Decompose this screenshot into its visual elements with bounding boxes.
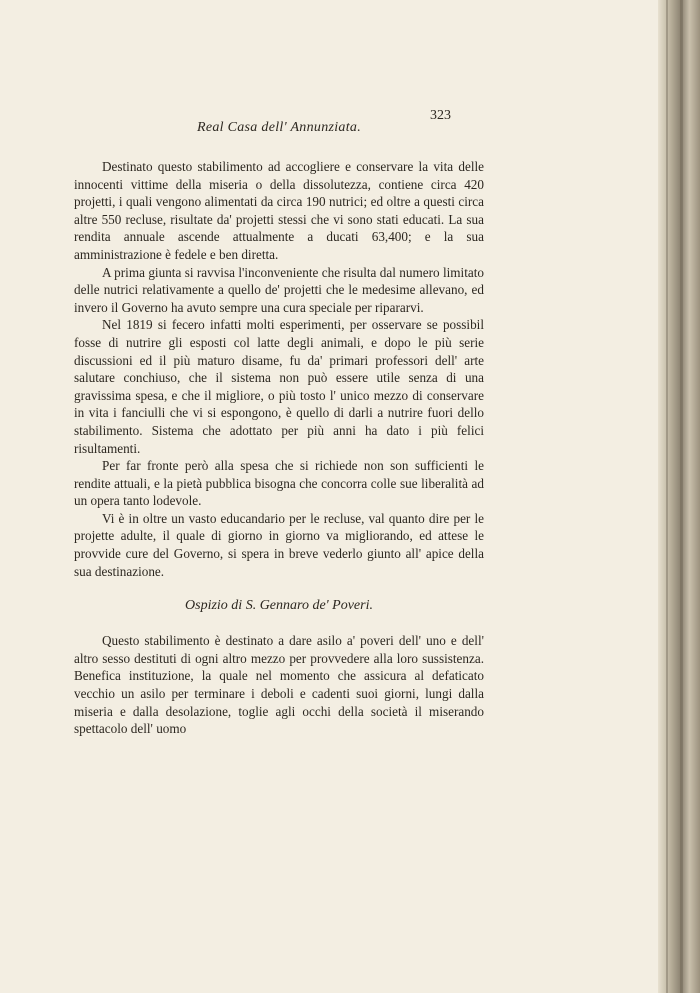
- section-title: Ospizio di S. Gennaro de' Poveri.: [185, 598, 373, 614]
- paragraph: Nel 1819 si fecero infatti molti esperimenti, per osservare se possibil fosse di nutrire gli esposti col latte degli animali, e dopo le più serie discussioni ed il più maturo disame, fu da' primari professori dell' arte salutare conchiuso, che il sistema non può essere utile senza di una gravissima spesa, e che il migliore, o più tosto l' unico mezzo di conservare in vita i fanciulli che vi si espongono, è quello di darli a nutrire fuori dello stabilimento. Sistema che adottato per più anni ha dato i più felici risultamenti.: [74, 317, 484, 456]
- running-head: Real Casa dell' Annunziata.: [196, 120, 362, 135]
- page-number: 323: [430, 108, 451, 123]
- paragraph: Destinato questo stabilimento ad accogliere e conservare la vita delle innocenti vittime della miseria o della dissolutezza, contiene circa 420 projetti, i quali vengono alimentati da circa 190 nutrici; ed oltre a questi circa altre 550 recluse, risultate da' projetti stessi che vi sono stati educati. La sua rendita annuale ascende attualmente a ducati 63,400; e la sua amministrazione è fedele e ben diretta.: [74, 159, 484, 262]
- paragraph: Per far fronte però alla spesa che si richiede non son sufficienti le rendite attuali, e la pietà pubblica bisogna che concorra colle sue liberalità ad un opera tanto lodevole.: [74, 458, 484, 509]
- book-binding-edge: [658, 0, 700, 993]
- page-content: [74, 100, 484, 738]
- paragraph: A prima giunta si ravvisa l'inconveniente che risulta dal numero limitato delle nutrici relativamente a quello de' projetti che le medesime allevano, ed invero il Governo ha avuto sempre una cura speciale per ripararvi.: [74, 264, 484, 315]
- paragraph: Questo stabilimento è destinato a dare asilo a' poveri dell' uno e dell' altro sesso destituti di ogni altro mezzo per provvedere alla loro sussistenza. Benefica instituzione, la quale nel momento che assicura al defaticato vecchio un asilo per terminare i deboli e cadenti suoi giorni, lungi dalla miseria e dalla desolazione, toglie agli occhi della società il miserando spettacolo dell' uomo: [74, 633, 484, 737]
- paragraph: Vi è in oltre un vasto educandario per le recluse, val quanto dire per le projette adulte, il quale di giorno in giorno va migliorando, ed attese le provvide cure del Governo, si spera in breve vederlo giunto all' apice della sua destinazione.: [74, 510, 484, 579]
